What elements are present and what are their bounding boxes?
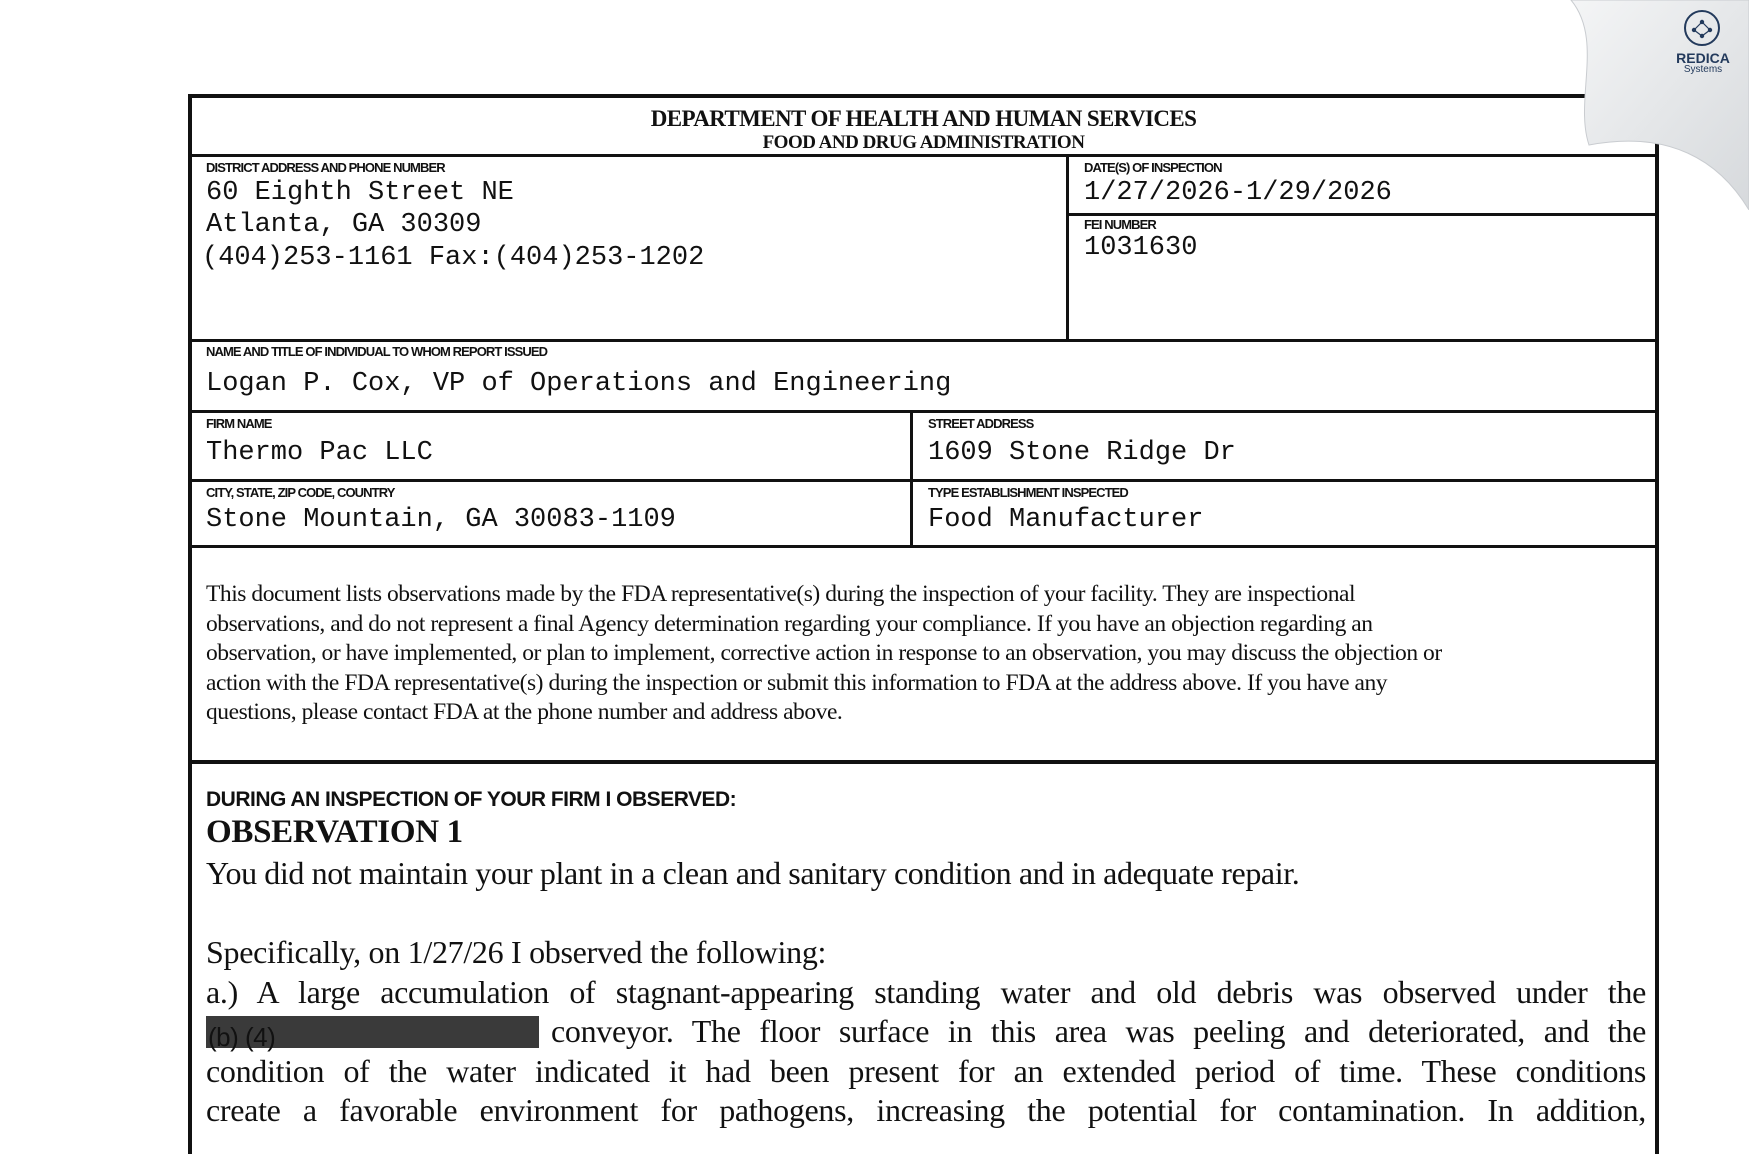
divider — [1066, 154, 1069, 341]
corner-badge — [1549, 0, 1749, 210]
disclaimer-line: action with the FDA representative(s) during the inspection or submit this information to FDA at the address above. If you have any — [206, 669, 1388, 696]
individual-value: Logan P. Cox, VP of Operations and Engineering — [206, 369, 952, 399]
observation-line: create a favorable environment for pathogens, increasing the potential for contamination. In addition, — [206, 1092, 1646, 1128]
disclaimer-text — [206, 580, 1646, 728]
disclaimer-line: observations, and do not represent a final Agency determination regarding your compliance. If you have an objection regarding an — [206, 610, 1373, 637]
firm-name-label: FIRM NAME — [206, 416, 272, 431]
city-state-label: CITY, STATE, ZIP CODE, COUNTRY — [206, 485, 395, 500]
disclaimer-line: observation, or have implemented, or plan to implement, corrective action in response to an observation, you may discuss the objection or — [206, 640, 1442, 666]
divider — [1066, 213, 1655, 216]
city-state-value: Stone Mountain, GA 30083-1109 — [206, 505, 676, 535]
observation-intro: Specifically, on 1/27/26 I observed the following: — [206, 934, 827, 970]
street-address-value: 1609 Stone Ridge Dr — [928, 438, 1236, 468]
district-phone: (404)253-1161 Fax:(404)253-1202 — [202, 243, 705, 273]
district-label: DISTRICT ADDRESS AND PHONE NUMBER — [206, 160, 445, 175]
department-title: DEPARTMENT OF HEALTH AND HUMAN SERVICES — [650, 106, 1197, 131]
fda-483-form — [188, 94, 1659, 1154]
agency-title: FOOD AND DRUG ADMINISTRATION — [762, 132, 1085, 153]
observation-line: condition of the water indicated it had been present for an extended period of time. These conditions — [206, 1052, 1646, 1089]
street-address-label: STREET ADDRESS — [928, 416, 1034, 431]
fei-label: FEI NUMBER — [1084, 217, 1156, 232]
divider — [192, 410, 1655, 413]
observation-line — [206, 1012, 1646, 1052]
divider — [192, 479, 1655, 482]
firm-name-value: Thermo Pac LLC — [206, 438, 433, 468]
logo-subtitle: Systems — [1683, 64, 1723, 75]
observation-title: OBSERVATION 1 — [206, 814, 463, 850]
individual-label: NAME AND TITLE OF INDIVIDUAL TO WHOM REPORT ISSUED — [206, 344, 548, 359]
district-line-1: 60 Eighth Street NE — [206, 178, 514, 208]
divider — [192, 545, 1655, 548]
fei-value: 1031630 — [1084, 233, 1198, 263]
district-line-2: Atlanta, GA 30309 — [206, 210, 482, 240]
observation-body — [206, 933, 1646, 1131]
observation-line: a.) A large accumulation of stagnant-appearing standing water and old debris was observed under the — [206, 973, 1646, 1010]
redaction-box — [206, 1016, 539, 1052]
logo-name: REDICA — [1676, 50, 1730, 66]
establishment-type-label: TYPE ESTABLISHMENT INSPECTED — [928, 485, 1128, 500]
inspection-dates-value: 1/27/2026-1/29/2026 — [1084, 178, 1392, 208]
inspection-dates-label: DATE(S) OF INSPECTION — [1084, 160, 1222, 175]
establishment-type-value: Food Manufacturer — [928, 505, 1204, 535]
observation-summary: You did not maintain your plant in a clean and sanitary condition and in adequate repair. — [206, 855, 1300, 891]
divider — [192, 339, 1655, 342]
divider — [192, 760, 1655, 764]
redaction-code: (b) (4) — [208, 1022, 276, 1052]
observed-heading: DURING AN INSPECTION OF YOUR FIRM I OBSERVED: — [206, 788, 737, 811]
disclaimer-line: questions, please contact FDA at the phone number and address above. — [206, 699, 843, 725]
disclaimer-line: This document lists observations made by the FDA representative(s) during the inspection of your facility. They are inspectional — [206, 581, 1356, 607]
divider — [192, 154, 1655, 157]
observation-line-text: conveyor. The floor surface in this area was peeling and deteriorated, and the — [551, 1013, 1646, 1049]
